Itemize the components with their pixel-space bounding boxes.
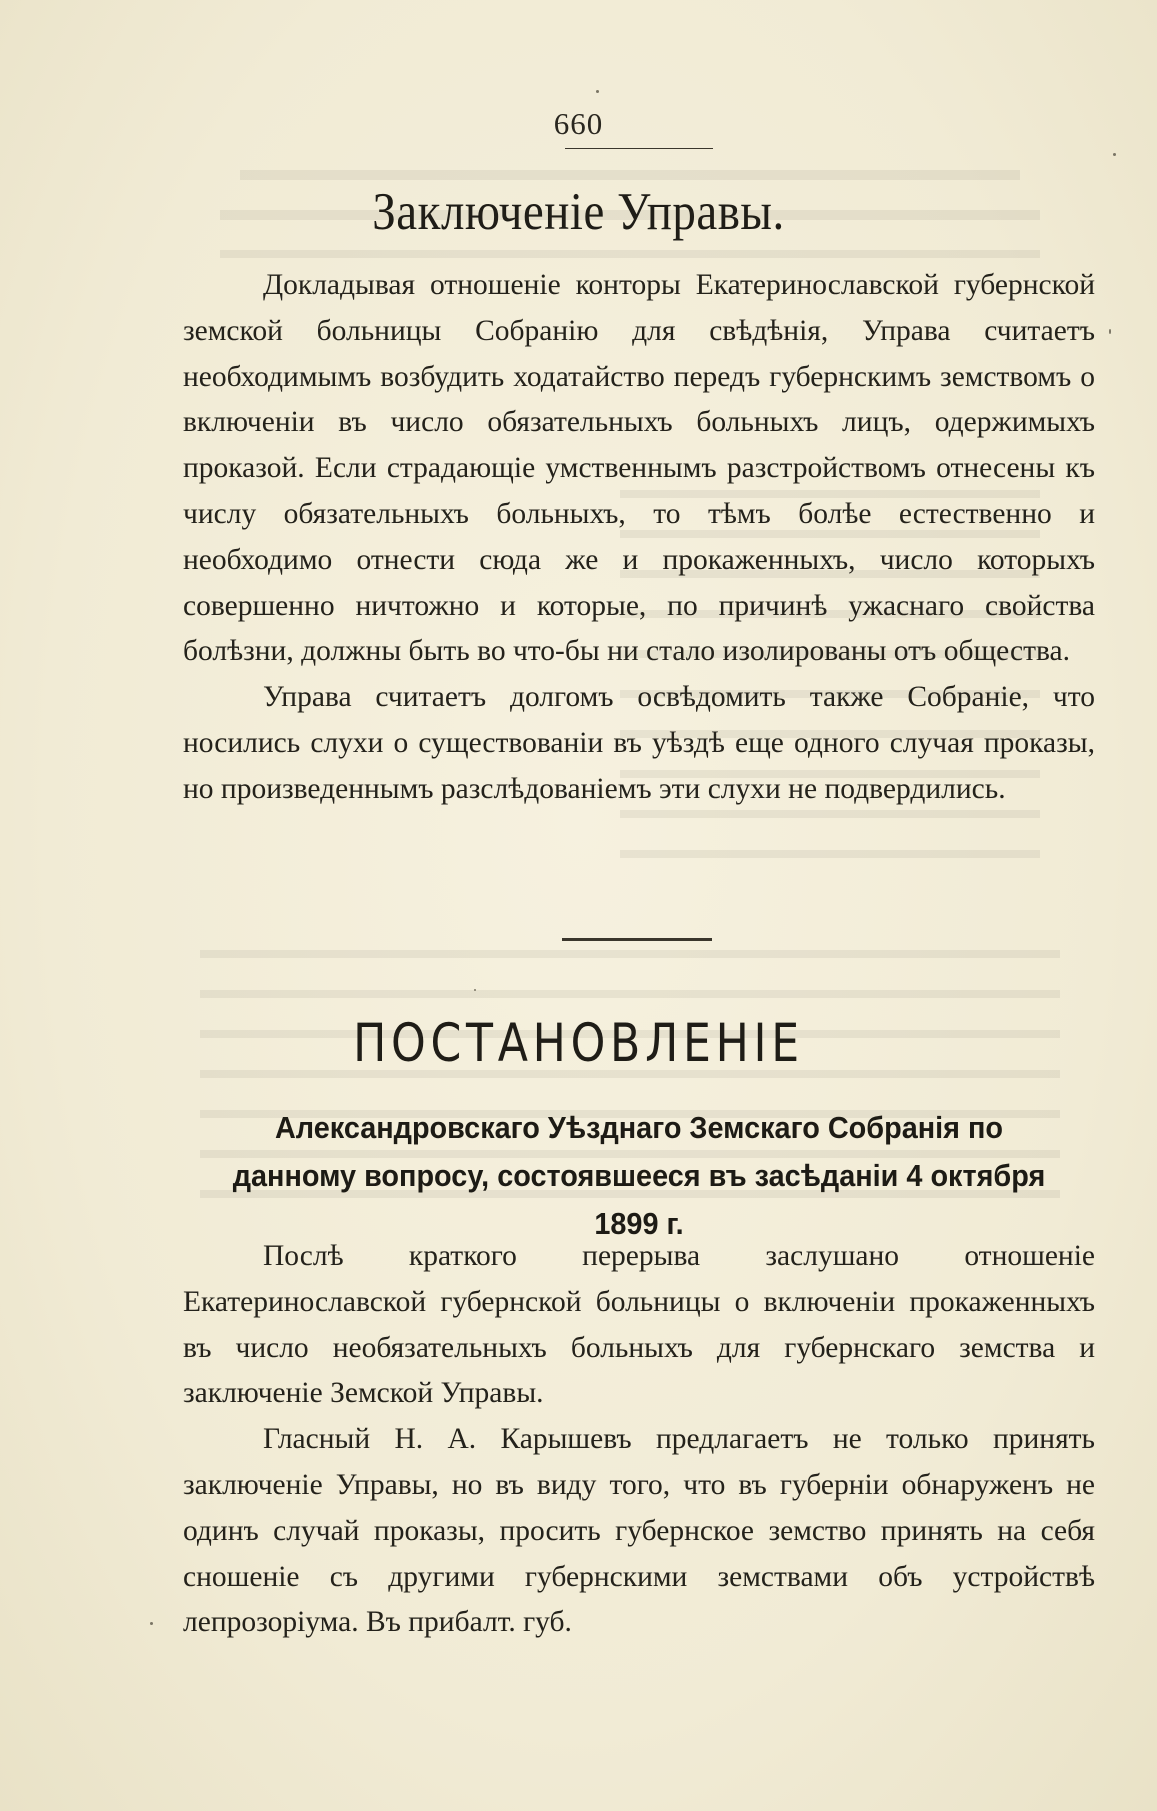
section-title: Заключеніе Управы. [372,183,785,242]
paragraph: Гласный Н. А. Карышевъ предлагаетъ не только принять заключеніе Управы, но въ виду того, что въ губерніи обнаруженъ не одинъ случай проказы, просить губернское земство принять на себя сношеніе съ другими губернскими земствами объ устройствѣ лепрозоріума. Въ прибалт. губ. [183,1423,1095,1639]
paragraph: Послѣ краткого перерыва заслушано отношеніе Екатеринославской губернской больницы о включеніи прокаженныхъ въ число необязательныхъ больныхъ для губернскаго земства и заключеніе Земской Управы. [183,1240,1095,1410]
conclusion-body [183,263,1095,813]
paragraph: Докладывая отношеніе конторы Екатеринославской губернской земской больницы Собранію для свѣдѣнія, Управа считаетъ необходимымъ возбудить ходатайство передъ губернскимъ земствомъ о включеніи въ число обязательныхъ больныхъ лицъ, одержимыхъ проказой. Если страдающіе умственнымъ разстройствомъ отнесены къ числу обязательныхъ больныхъ, то тѣмъ болѣе естественно и необходимо отнести сюда же и прокаженныхъ, число которыхъ совершенно ничтожно и которые, по причинѣ ужаснаго свойства болѣзни, должны быть во что-бы ни стало изолированы отъ общества. [183,269,1095,668]
resolution-body [183,1234,1095,1646]
resolution-subheading: Александровскаго Уѣзднаго Земскаго Собранія по данному вопросу, состоявшееся въ засѣданіи 4 октября 1899 г. [232,1110,1046,1241]
page-number: 660 [553,106,604,141]
section-divider [562,938,712,941]
paragraph: Управа считаетъ долгомъ освѣдомить также Собраніе, что носились слухи о существованіи въ уѣздѣ еще одного случая проказы, но произведеннымъ разслѣдованіемъ эти слухи не подвердились. [183,681,1095,805]
resolution-heading: ПОСТАНОВЛЕНІЕ [353,1013,804,1075]
page-number-underline [565,148,713,149]
